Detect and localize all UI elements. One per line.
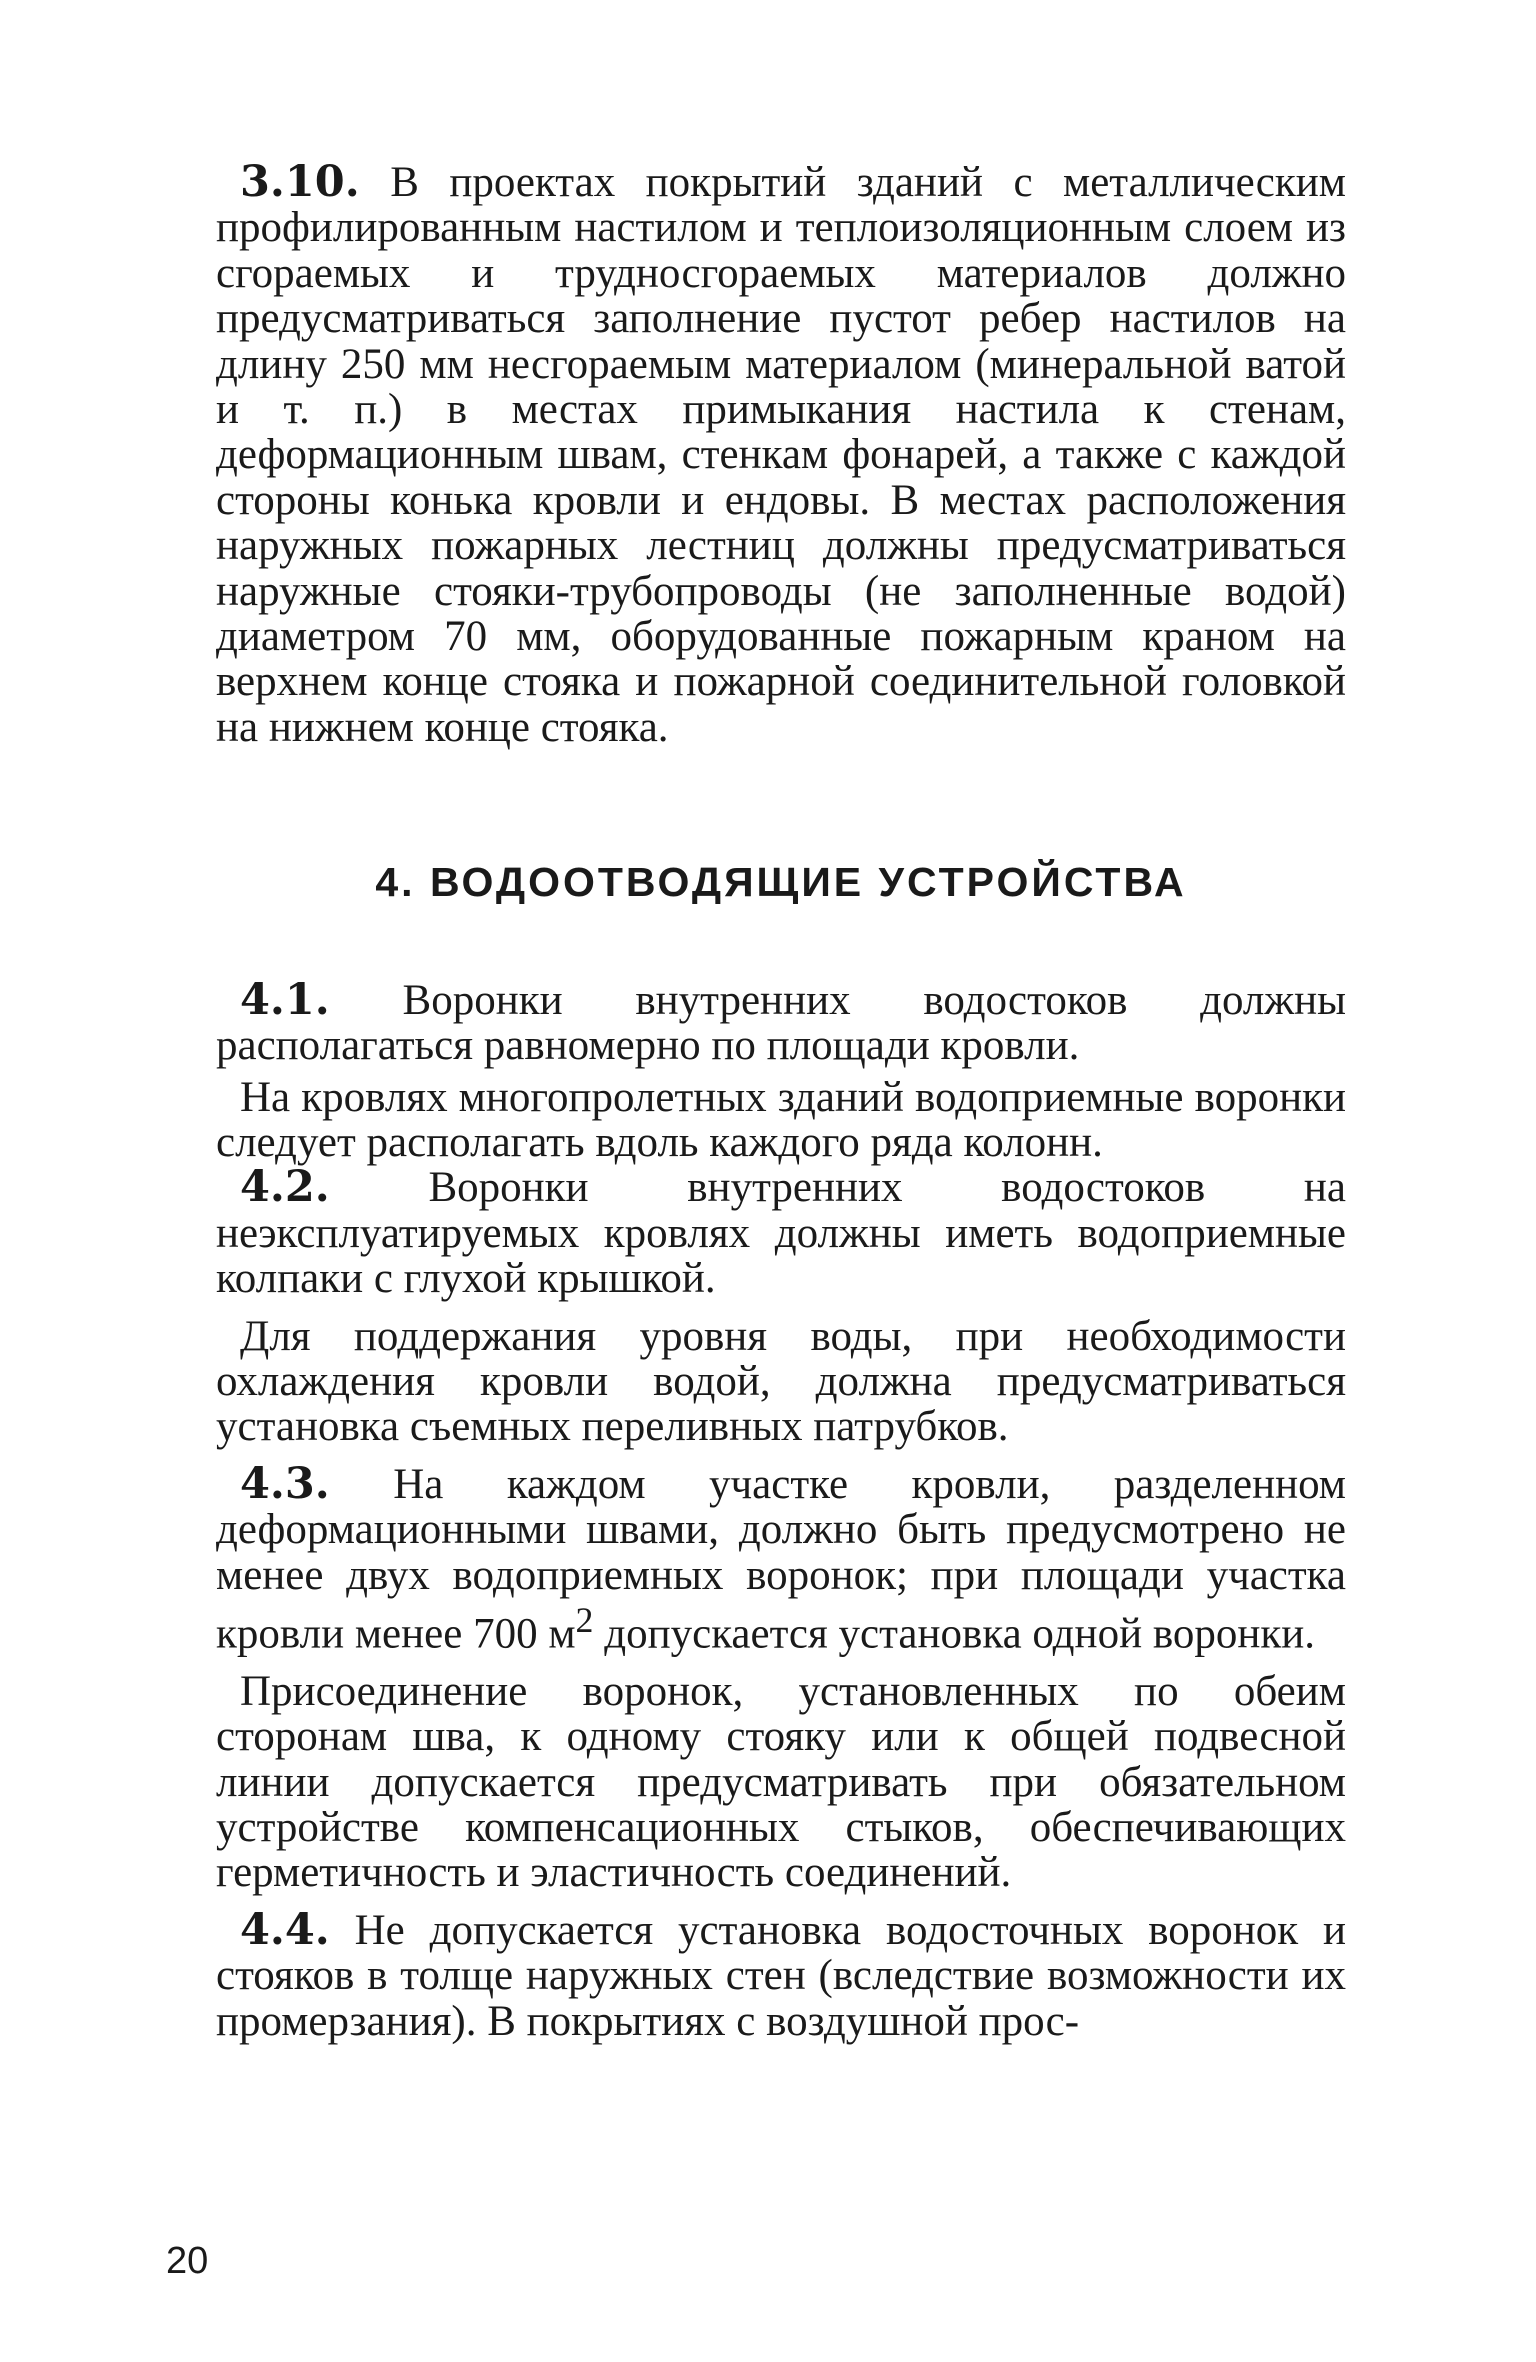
page-number: 20 [166, 2240, 209, 2282]
paragraph-4-1 [216, 974, 1346, 1070]
document-page [216, 157, 1347, 2045]
section-heading: 4. ВОДООТВОДЯЩИЕ УСТРОЙСТВА [375, 859, 1187, 906]
paragraph-number: 4.2. [240, 1162, 330, 1213]
paragraph-text: В проектах покрытий зданий с металлическим профилированным настилом и теплоизоляционным слоем из сгораемых и трудносгораемых материалов должно предусматриваться заполнение пустот ребер настилов на длину 250 мм несгораемым материалом (минеральной ватой и т. п.) в местах примыкания настила к стенам, деформационным швам, стенкам фонарей, а также с каждой стороны конька кровли и ендовы. В местах расположения наружных пожарных лестниц должны предусматриваться наружные стояки-трубопроводы (не заполненные водой) диаметром 70 мм, оборудованные пожарным краном на верхнем конце стояка и пожарной соединительной головкой на нижнем конце стояка. [216, 159, 1346, 751]
paragraph-4-4 [216, 1904, 1347, 2045]
paragraph-text: Не допускается установка водосточных воронок и стояков в толще наружных стен (вследствие возможности их промерзания). В покрытиях с воздушной прос- [216, 1906, 1347, 2045]
paragraph-number: 4.4. [240, 1904, 330, 1955]
paragraph-text-end: допускается установка одной воронки. [593, 1610, 1315, 1658]
paragraph-text: Воронки внутренних водостоков должны располагаться равномерно по площади кровли. [216, 976, 1346, 1070]
paragraph-text: Воронки внутренних водостоков на неэксплуатируемых кровлях должны иметь водоприемные колпаки с глухой крышкой. [216, 1164, 1347, 1303]
paragraph-text: На каждом участке кровли, разделенном деформационными швами, должно быть предусмотрено не менее двух водоприемных воронок; при площади участка кровли менее 700 м [216, 1460, 1346, 1658]
paragraph-number: 4.1. [240, 974, 330, 1025]
paragraph-number: 3.10. [240, 157, 360, 207]
paragraph-4-3 [216, 1458, 1346, 1658]
paragraph-4-2-continued: Для поддержания уровня воды, при необходимости охлаждения кровли водой, должна предусматриваться установка съемных переливных патрубков. [216, 1312, 1346, 1451]
paragraph-3-10 [216, 157, 1346, 751]
paragraph-number: 4.3. [240, 1458, 330, 1509]
paragraph-4-1-continued: На кровлях многопролетных зданий водоприемные воронки следует располагать вдоль каждого ряда колонн. [216, 1073, 1346, 1166]
superscript-square: 2 [575, 1599, 594, 1640]
paragraph-4-2 [216, 1162, 1347, 1303]
paragraph-4-3-continued: Присоединение воронок, установленных по обеим сторонам шва, к одному стояку или к общей подвесной линии допускается предусматривать при обязательном устройстве компенсационных стыков, обеспечивающих герметичность и эластичность соединений. [216, 1667, 1346, 1897]
